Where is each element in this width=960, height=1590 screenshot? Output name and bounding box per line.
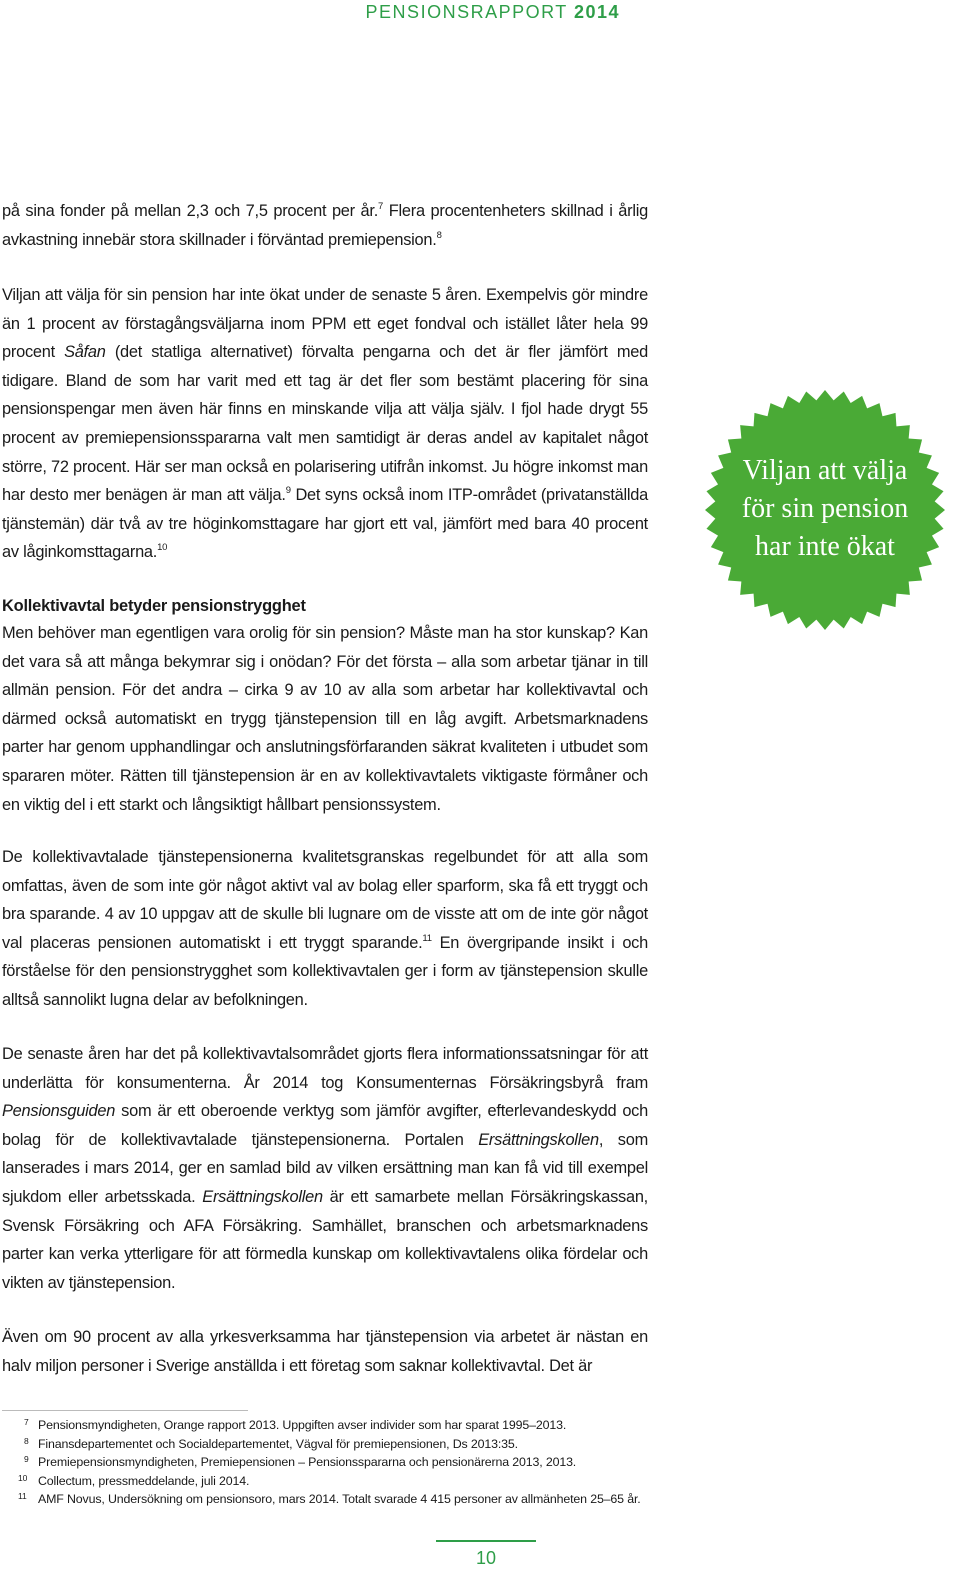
text-run: De kollektivavtalade tjänstepensionerna kvalitetsgranskas regelbundet för att alla som omfattas, även de som inte gör något aktivt val av bolag eller sparform, ska få ett tryggt och bra sparande. 4 av 10 uppgav att de skulle bli lugnare om de visste att om de inte gör något val placeras pensionen automatiskt i ett tryggt sparande.: [2, 848, 648, 952]
footnote-divider: [2, 1410, 248, 1411]
text-run: Även om 90 procent av alla yrkesverksamma har tjänstepension via arbetet är nästan en halv miljon personer i Sverige anställda i ett företag som saknar kollektivavtal. Det är: [2, 1328, 648, 1375]
footnote-number: 8: [24, 1435, 29, 1446]
footnote-number: 7: [24, 1417, 29, 1427]
footnote-text: Finansdepartementet och Socialdepartementet, Vägval för premiepensionen, Ds 2013:35.: [38, 1436, 518, 1451]
badge-line-2: för sin pension: [741, 493, 909, 524]
text-run: Viljan att välja för sin pension har inte ökat under de senaste 5 åren. Exempelvis gör mindre än 1 procent av förstagångsväljarna inom PPM ett eget fondval och istället låter hela 99 procent: [2, 286, 648, 362]
footnote-ref-7: 7: [378, 201, 384, 212]
footnote-ref-9: 9: [285, 485, 291, 497]
footnote-text: Premiepensionsmyndigheten, Premiepensionen – Pensionsspararna och pensionärerna 2013, 2013.: [38, 1455, 577, 1470]
footnote-text: Collectum, pressmeddelande, juli 2014.: [38, 1473, 250, 1488]
paragraph-information: [2, 1040, 648, 1297]
emphasis-ersattningskollen: Ersättningskollen: [478, 1130, 599, 1149]
badge-line-1: Viljan att välja: [742, 455, 908, 486]
paragraph-quality: [2, 843, 648, 1015]
footnote-ref-11: 11: [422, 932, 432, 944]
page-number-rule: [436, 1540, 536, 1542]
text-run: , som lanserades i mars 2014, ger en samlad bild av vilken ersättning man kan få vid till exempel sjukdom eller arbetsskada.: [2, 1130, 648, 1206]
text-run: på sina fonder på mellan 2,3 och 7,5 procent per år.: [2, 202, 379, 220]
footnote: [18, 1490, 744, 1509]
badge-callout: [704, 452, 946, 566]
section-heading: Kollektivavtal betyder pensionstrygghet: [2, 597, 306, 615]
emphasis-safan: Såfan: [64, 343, 106, 362]
footnote-ref-8: 8: [436, 229, 442, 241]
badge-line-3: har inte ökat: [755, 531, 895, 562]
text-run: De senaste åren har det på kollektivavtalsområdet gjorts flera informationssatsningar för att underlätta för konsumenterna. År 2014 tog Konsumenternas Försäkringsbyrå fram: [2, 1045, 648, 1092]
emphasis-ersattningskollen-2: Ersättningskollen: [202, 1187, 323, 1206]
header-title: PENSIONSRAPPORT: [365, 2, 568, 22]
text-run: som är ett oberoende verktyg som jämför avgifter, efterlevandeskydd och bolag för de kollektivavtalade tjänstepensionerna. Portalen: [2, 1102, 648, 1149]
text-run: En övergripande insikt i och förståelse för den pensionstrygghet som kollektivavtalen ger i form av tjänstepension skulle alltså sannolikt lugna delar av befolkningen.: [2, 933, 648, 1009]
page-number: 10: [475, 1548, 497, 1568]
paragraph-returns: [2, 197, 648, 254]
footnote-text: AMF Novus, Undersökning om pensionsoro, mars 2014. Totalt svarade 4 415 personer av allmänheten 25–65 år.: [38, 1492, 641, 1507]
footnote-ref-10: 10: [157, 542, 168, 554]
paragraph-choice: [2, 281, 648, 567]
footnote: [24, 1435, 744, 1454]
footnote: [24, 1453, 744, 1472]
text-run: Det syns också inom ITP-området (privatanställda tjänstemän) där två av tre höginkomsttagare har gjort ett val, jämfört med bara 40 procent av låginkomsttagarna.: [2, 486, 649, 562]
text-run: Flera procentenheters skillnad i årlig avkastning innebär stora skillnader i förväntad premiepension.: [2, 202, 648, 249]
footnote-number: 9: [24, 1454, 29, 1465]
footnote: [18, 1472, 744, 1491]
paragraph-no-agreement: [2, 1323, 648, 1380]
footnote: [24, 1416, 744, 1435]
emphasis-pensionsguiden: Pensionsguiden: [2, 1102, 116, 1121]
text-run: (det statliga alternativet) förvalta pengarna och det är fler jämfört med tidigare. Bland de som har varit med ett tag är det fler som bestämt placering för sina pensionspengar men även här finns en minskande vilja att välja själv. I fjol hade drygt 55 procent av premiepensionsspararna valt men samtidigt är deras andel av kapitalet något större, 72 procent. Här ser man också en polarisering utifrån inkomst. Ju högre inkomst man har desto mer benägen är man att välja.: [2, 343, 648, 505]
running-header: [366, 2, 620, 23]
footnote-text: Pensionsmyndigheten, Orange rapport 2013. Uppgiften avser individer som har sparat 1995–2013.: [38, 1418, 567, 1432]
footnote-number: 11: [18, 1491, 27, 1502]
header-year: 2014: [573, 2, 620, 22]
text-run: är ett samarbete mellan Försäkringskassan, Svensk Försäkring och AFA Försäkring. Samhället, branschen och arbetsmarknadens parter kan verka ytterligare för att förmedla kunskap om kollektivavtalens olika fördelar och vikten av tjänstepension.: [2, 1187, 648, 1292]
text-run: Men behöver man egentligen vara orolig för sin pension? Måste man ha stor kunskap? Kan det vara så att många bekymrar sig i onödan? För det första – alla som arbetar tjänar in till allmän pension. För det andra – cirka 9 av 10 av alla som arbetar har kollektivavtal och därmed också automatiskt en trygg tjänstepension till en låg avgift. Arbetsmarknadens parter har genom upphandlingar och anslutningsförfaranden säkrat kvaliteten i utbudet som spararen möter. Rätten till tjänstepension är en av kollektivavtalets viktigaste förmåner och en viktig del i ett starkt och långsiktigt hållbart pensionssystem.: [2, 624, 648, 814]
paragraph-collective: [2, 619, 648, 819]
footnote-number: 10: [18, 1472, 28, 1483]
footnotes: [18, 1416, 744, 1509]
